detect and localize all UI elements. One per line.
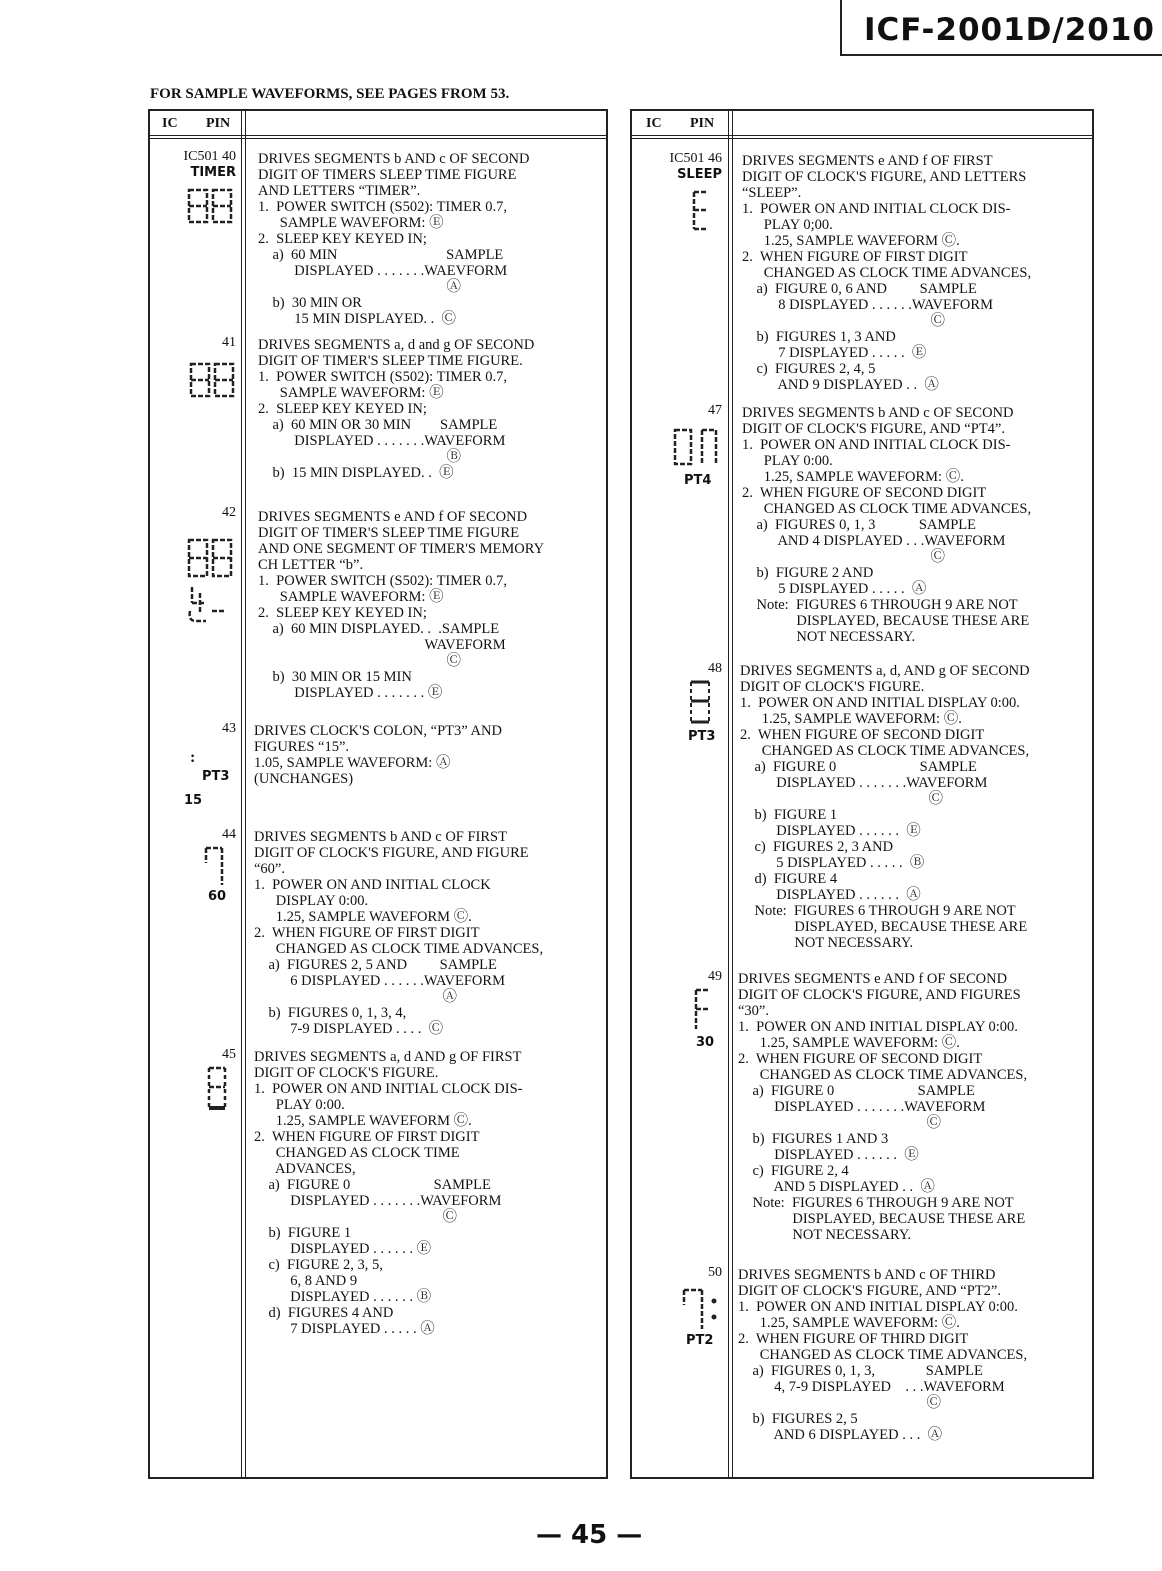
pin-label xyxy=(156,335,236,351)
pt3-label: PT3 xyxy=(688,729,716,744)
pin-number: 48 xyxy=(708,661,722,676)
pin-number: 50 xyxy=(708,1265,722,1280)
segment-display-icon xyxy=(680,1287,724,1333)
pin-label xyxy=(156,505,236,521)
pin-description: DRIVES SEGMENTS a, d AND g OF FIRST DIGIT OF CLOCK'S FIGURE. 1. POWER ON AND INITIAL CLOCK DIS- PLAY 0:00. 1.25, SAMPLE WAVEFORM Ⓒ. 2. WHEN FIGURE OF FIRST DIGIT CHANGED AS CLOCK TIME ADVANCES, a) FIGURE 0 SAMPLE DISPLAYED . . . . . . .WAVEFORM Ⓒ b) FIGURE 1 DISPLAYED . . . . . . Ⓔ c) FIGURE 2, 3, 5, 6, 8 AND 9 DISPLAYED . . . . . . Ⓑ d) FIGURES 4 AND 7 DISPLAYED . . . . . Ⓐ xyxy=(254,1049,523,1337)
pin-description: DRIVES SEGMENTS a, d, AND g OF SECOND DIGIT OF CLOCK'S FIGURE. 1. POWER ON AND INITIAL DISPLAY 0:00. 1.25, SAMPLE WAVEFORM: Ⓒ. 2. WHEN FIGURE OF SECOND DIGIT CHANGED AS CLOCK TIME ADVANCES, a) FIGURE 0 SAMPLE DISPLAYED . . . . . . .WAVEFORM Ⓒ b) FIGURE 1 DISPLAYED . . . . . . Ⓔ c) FIGURES 2, 3 AND 5 DISPLAYED . . . . . Ⓑ d) FIGURE 4 DISPLAYED . . . . . . Ⓐ Note: FIGURES 6 THROUGH 9 ARE NOT DISPLAYED, BECAUSE THESE ARE NOT NECESSARY. xyxy=(740,663,1030,951)
pin-label xyxy=(638,661,722,677)
column-divider xyxy=(241,111,246,1477)
sixty-label: 60 xyxy=(208,889,227,904)
pin-description: DRIVES SEGMENTS b AND c OF SECOND DIGIT OF TIMERS SLEEP TIME FIGURE AND LETTERS “TIMER”. 1. POWER SWITCH (S502): TIMER 0.7, SAMPLE WAVEFORM: Ⓔ 2. SLEEP KEY KEYED IN; a) 60 MIN SAMPLE DISPLAYED . . . . . . .WAEVFORM Ⓐ b) 30 MIN OR 15 MIN DISPLAYED. . Ⓒ xyxy=(258,151,530,327)
pt3-label: PT3 xyxy=(202,769,230,784)
pin-label xyxy=(638,403,722,419)
pin-description: DRIVES SEGMENTS e AND f OF SECOND DIGIT OF CLOCK'S FIGURE, AND FIGURES “30”. 1. POWER ON AND INITIAL DISPLAY 0:00. 1.25, SAMPLE WAVEFORM: Ⓒ. 2. WHEN FIGURE OF SECOND DIGIT CHANGED AS CLOCK TIME ADVANCES, a) FIGURE 0 SAMPLE DISPLAYED . . . . . . .WAVEFORM Ⓒ b) FIGURES 1 AND 3 DISPLAYED . . . . . . Ⓔ c) FIGURE 2, 4 AND 5 DISPLAYED . . Ⓐ Note: FIGURES 6 THROUGH 9 ARE NOT DISPLAYED, BECAUSE THESE ARE NOT NECESSARY. xyxy=(738,971,1028,1243)
pt4-label: PT4 xyxy=(684,473,712,488)
left-table xyxy=(148,109,608,1479)
header-ic: IC xyxy=(162,116,178,131)
pin-number: 42 xyxy=(222,505,236,520)
pin-number: 44 xyxy=(222,827,236,842)
segment-display-icon xyxy=(692,987,716,1033)
segment-display-icon xyxy=(672,427,720,469)
right-table xyxy=(630,109,1094,1479)
pin-label xyxy=(156,827,236,843)
pin-number: 45 xyxy=(222,1047,236,1062)
pin-description: DRIVES SEGMENTS b AND c OF SECOND DIGIT OF CLOCK'S FIGURE, AND “PT4”. 1. POWER ON AND INITIAL CLOCK DIS- PLAY 0:00. 1.25, SAMPLE WAVEFORM: Ⓒ. 2. WHEN FIGURE OF SECOND DIGIT CHANGED AS CLOCK TIME ADVANCES, a) FIGURES 0, 1, 3 SAMPLE AND 4 DISPLAYED . . .WAVEFORM Ⓒ b) FIGURE 2 AND 5 DISPLAYED . . . . . Ⓐ Note: FIGURES 6 THROUGH 9 ARE NOT DISPLAYED, BECAUSE THESE ARE NOT NECESSARY. xyxy=(742,405,1032,645)
segment-display-icon xyxy=(200,845,228,889)
pin-description: DRIVES SEGMENTS b AND c OF THIRD DIGIT OF CLOCK'S FIGURE, AND “PT2”. 1. POWER ON AND INITIAL DISPLAY 0:00. 1.25, SAMPLE WAVEFORM: Ⓒ. 2. WHEN FIGURE OF THIRD DIGIT CHANGED AS CLOCK TIME ADVANCES, a) FIGURES 0, 1, 3, SAMPLE 4, 7-9 DISPLAYED . . .WAVEFORM Ⓒ b) FIGURES 2, 5 AND 6 DISPLAYED . . . Ⓐ xyxy=(738,1267,1028,1443)
pt2-label: PT2 xyxy=(686,1333,714,1348)
header-pin: PIN xyxy=(690,116,715,131)
colon-label: : xyxy=(190,749,196,766)
model-title: ICF-2001D/2010 xyxy=(840,0,1162,56)
pin-sublabel: TIMER xyxy=(190,165,236,180)
pin-label xyxy=(156,721,236,737)
pin-number: 47 xyxy=(708,403,722,418)
page-number: — 45 — xyxy=(536,1520,643,1550)
header-ic: IC xyxy=(646,116,662,131)
pin-sublabel: SLEEP xyxy=(677,167,722,182)
segment-display-icon xyxy=(188,361,238,401)
fifteen-label: 15 xyxy=(184,793,203,808)
pin-number: 41 xyxy=(222,335,236,350)
pin-number: 49 xyxy=(708,969,722,984)
pin-label xyxy=(156,149,236,180)
pin-description: DRIVES SEGMENTS e AND f OF SECOND DIGIT OF TIMER'S SLEEP TIME FIGURE AND ONE SEGMENT OF TIMER'S MEMORY CH LETTER “b”. 1. POWER SWITCH (S502): TIMER 0.7, SAMPLE WAVEFORM: Ⓔ 2. SLEEP KEY KEYED IN; a) 60 MIN DISPLAYED. . .SAMPLE WAVEFORM Ⓒ b) 30 MIN OR 15 MIN DISPLAYED . . . . . . . Ⓔ xyxy=(258,509,545,701)
pin-label xyxy=(638,969,722,985)
pin-label xyxy=(156,1047,236,1063)
thirty-label: 30 xyxy=(696,1035,715,1050)
segment-display-icon xyxy=(688,679,714,725)
pin-description: DRIVES SEGMENTS e AND f OF FIRST DIGIT OF CLOCK'S FIGURE, AND LETTERS “SLEEP”. 1. POWER ON AND INITIAL CLOCK DIS- PLAY 0;00. 1.25, SAMPLE WAVEFORM Ⓒ. 2. WHEN FIGURE OF FIRST DIGIT CHANGED AS CLOCK TIME ADVANCES, a) FIGURE 0, 6 AND SAMPLE 8 DISPLAYED . . . . . .WAVEFORM Ⓒ b) FIGURES 1, 3 AND 7 DISPLAYED . . . . . Ⓔ c) FIGURES 2, 4, 5 AND 9 DISPLAYED . . Ⓐ xyxy=(742,153,1032,393)
sample-waveform-note: FOR SAMPLE WAVEFORMS, SEE PAGES FROM 53. xyxy=(150,86,510,102)
pin-description: DRIVES CLOCK'S COLON, “PT3” AND FIGURES “15”. 1.05, SAMPLE WAVEFORM: Ⓐ (UNCHANGES) xyxy=(254,723,502,787)
pin-number: 43 xyxy=(222,721,236,736)
pin-number: IC501 40 xyxy=(183,149,236,164)
column-divider xyxy=(728,111,733,1477)
segment-display-icon xyxy=(186,187,236,227)
segment-display-icon xyxy=(186,537,238,625)
pin-label xyxy=(638,1265,722,1281)
segment-display-icon xyxy=(690,189,716,233)
pin-description: DRIVES SEGMENTS b AND c OF FIRST DIGIT OF CLOCK'S FIGURE, AND FIGURE “60”. 1. POWER ON AND INITIAL CLOCK DISPLAY 0:00. 1.25, SAMPLE WAVEFORM Ⓒ. 2. WHEN FIGURE OF FIRST DIGIT CHANGED AS CLOCK TIME ADVANCES, a) FIGURES 2, 5 AND SAMPLE 6 DISPLAYED . . . . . .WAVEFORM Ⓐ b) FIGURES 0, 1, 3, 4, 7-9 DISPLAYED . . . . Ⓒ xyxy=(254,829,544,1037)
pin-description: DRIVES SEGMENTS a, d and g OF SECOND DIGIT OF TIMER'S SLEEP TIME FIGURE. 1. POWER SWITCH (S502): TIMER 0.7, SAMPLE WAVEFORM: Ⓔ 2. SLEEP KEY KEYED IN; a) 60 MIN OR 30 MIN SAMPLE DISPLAYED . . . . . . .WAVEFORM Ⓑ b) 15 MIN DISPLAYED. . Ⓔ xyxy=(258,337,535,481)
segment-display-icon xyxy=(206,1065,230,1111)
pin-label xyxy=(638,151,722,182)
pin-number: IC501 46 xyxy=(669,151,722,166)
header-pin: PIN xyxy=(206,116,231,131)
